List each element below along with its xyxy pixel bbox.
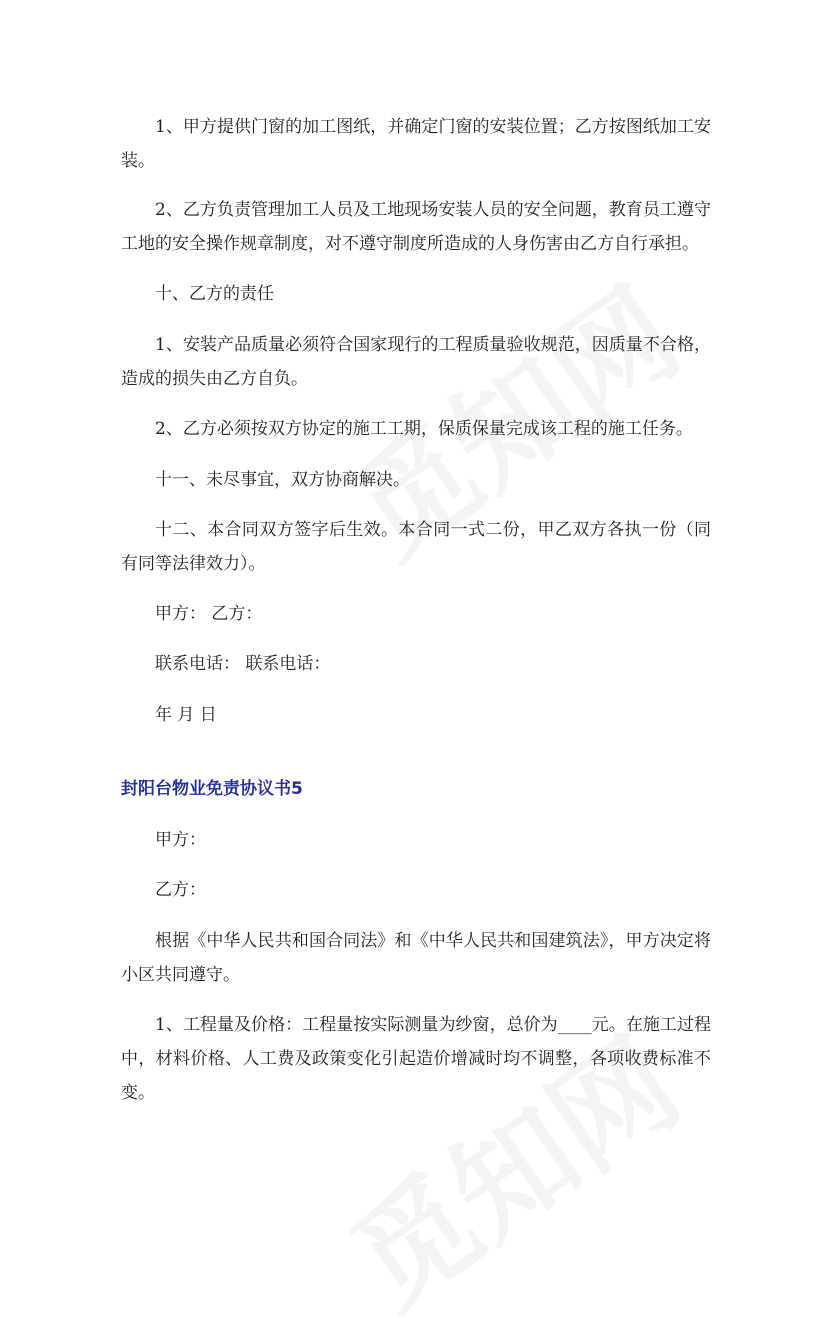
section-paragraph-3: 根据《中华人民共和国合同法》和《中华人民共和国建筑法》，甲方决定将小区共同遵守。 [121,931,711,985]
paragraph-5: 2、乙方必须按双方协定的施工工期，保质保量完成该工程的施工任务。 [155,419,693,439]
paragraph-7: 十二、本合同双方签字后生效。本合同一式二份，甲乙双方各执一份（同有同等法律效力）。 [121,520,711,574]
paragraph-9: 联系电话： 联系电话： [155,654,331,674]
paragraph-2: 2、乙方负责管理加工人员及工地现场安装人员的安全问题，教育员工遵守工地的安全操作规章制度，对不遵守制度所造成的人身伤害由乙方自行承担。 [121,200,711,254]
paragraph-3: 十、乙方的责任 [155,284,274,304]
paragraph-8: 甲方： 乙方： [155,604,263,624]
section-title: 封阳台物业免责协议书5 [121,779,303,799]
section-paragraph-4: 1、工程量及价格：工程量按实际测量为纱窗，总价为____元。在施工过程中，材料价格、人工费及政策变化引起造价增减时均不调整，各项收费标准不变。 [121,1015,711,1103]
section-paragraph-1: 甲方： [155,830,206,850]
paragraph-10: 年 月 日 [155,705,217,725]
paragraph-1: 1、甲方提供门窗的加工图纸，并确定门窗的安装位置；乙方按图纸加工安装。 [121,117,711,171]
section-paragraph-2: 乙方： [155,880,206,900]
paragraph-6: 十一、未尽事宜，双方协商解决。 [155,470,410,490]
paragraph-4: 1、安装产品质量必须符合国家现行的工程质量验收规范，因质量不合格，造成的损失由乙方自负。 [121,335,711,389]
